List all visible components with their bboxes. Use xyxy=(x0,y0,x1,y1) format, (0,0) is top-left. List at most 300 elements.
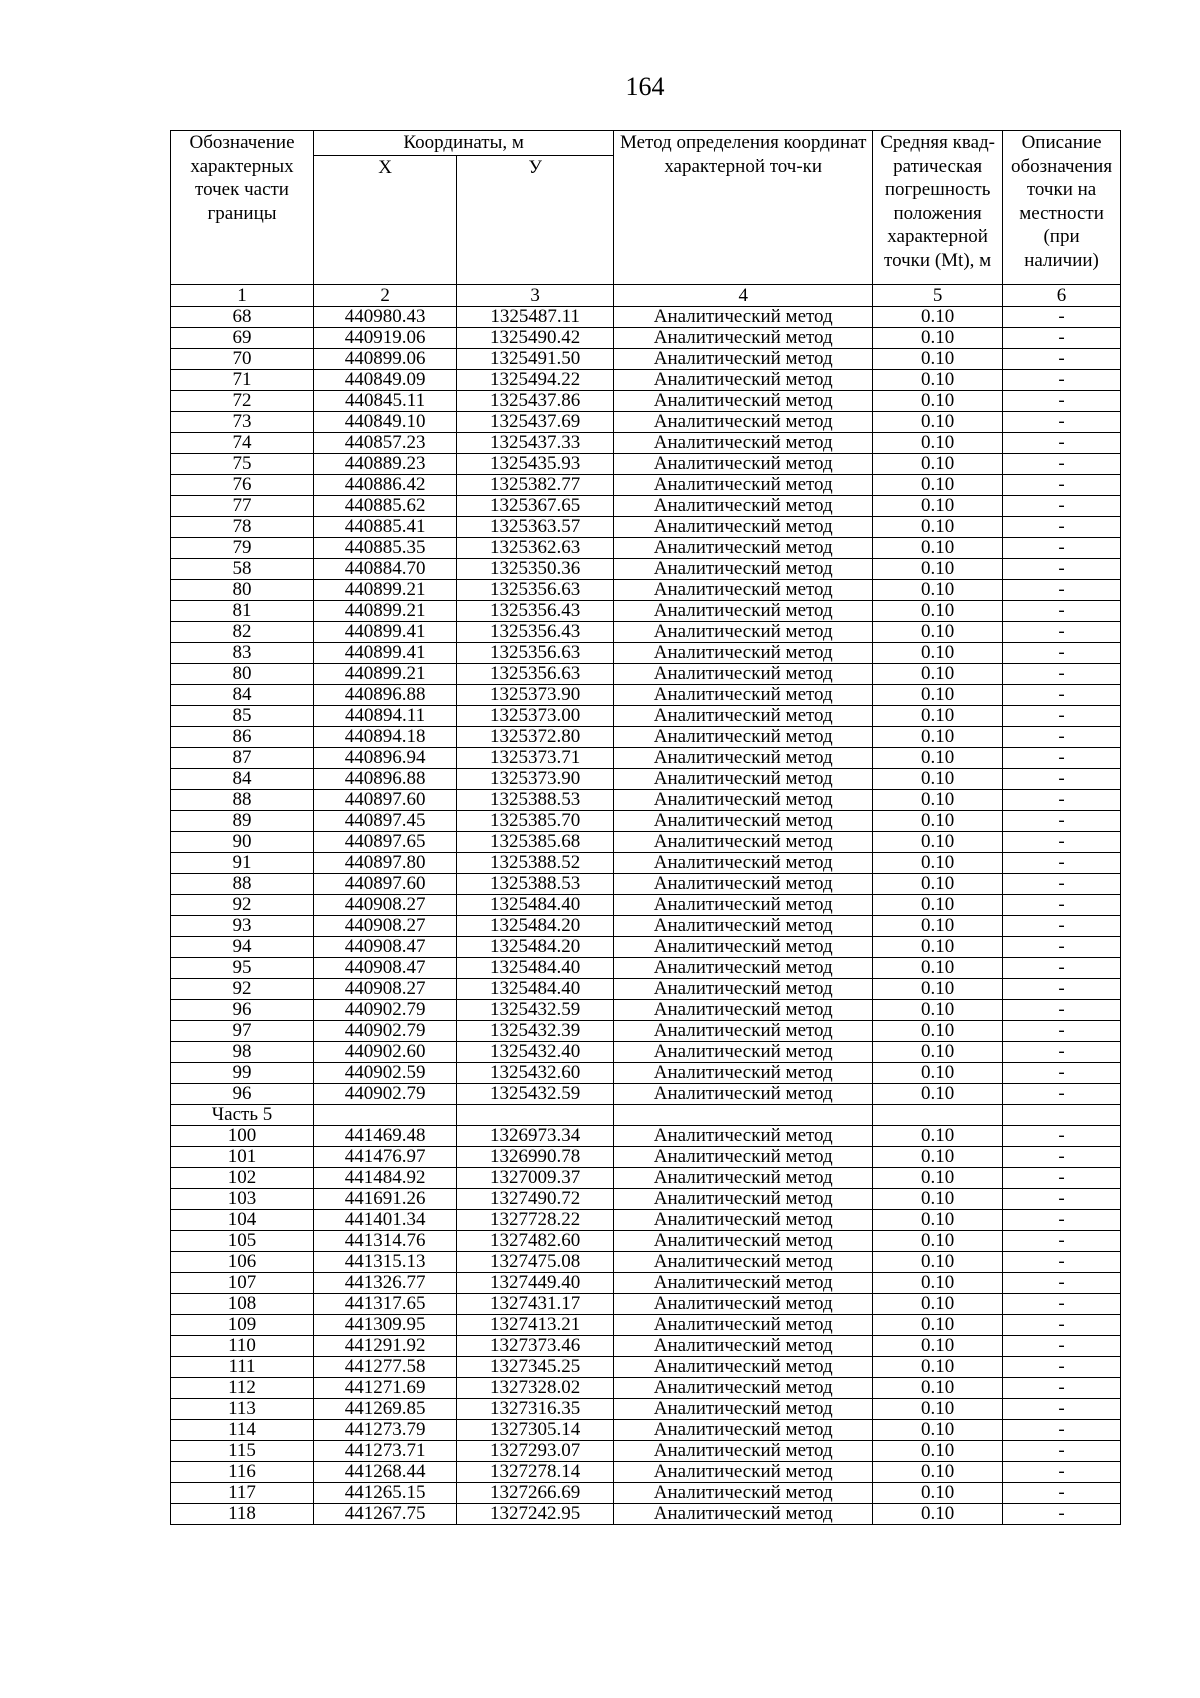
point-number-cell: 90 xyxy=(171,831,314,852)
mean-error-cell: 0.10 xyxy=(873,390,1003,411)
mean-error-cell: 0.10 xyxy=(873,432,1003,453)
coord-x-cell: 441317.65 xyxy=(314,1293,457,1314)
mean-error-cell: 0.10 xyxy=(873,978,1003,999)
mean-error-cell: 0.10 xyxy=(873,558,1003,579)
mean-error-cell: 0.10 xyxy=(873,495,1003,516)
table-row xyxy=(171,432,1121,453)
point-number-cell: 111 xyxy=(171,1356,314,1377)
coord-y-cell: 1325432.60 xyxy=(457,1062,614,1083)
coord-y-cell: 1325363.57 xyxy=(457,516,614,537)
coord-x-cell: 440889.23 xyxy=(314,453,457,474)
coord-y-cell: 1327242.95 xyxy=(457,1503,614,1524)
description-cell: - xyxy=(1003,474,1121,495)
point-number-cell: 98 xyxy=(171,1041,314,1062)
coord-y-cell: 1325435.93 xyxy=(457,453,614,474)
method-cell: Аналитический метод xyxy=(614,1335,873,1356)
table-row xyxy=(171,1503,1121,1524)
table-row xyxy=(171,1146,1121,1167)
table-row xyxy=(171,1020,1121,1041)
coord-x-cell: 441469.48 xyxy=(314,1125,457,1146)
point-number-cell: 113 xyxy=(171,1398,314,1419)
table-row xyxy=(171,726,1121,747)
method-cell: Аналитический метод xyxy=(614,957,873,978)
table-row xyxy=(171,1230,1121,1251)
description-cell: - xyxy=(1003,705,1121,726)
point-number-cell: 108 xyxy=(171,1293,314,1314)
coord-x-cell: 440897.60 xyxy=(314,873,457,894)
table-row xyxy=(171,1062,1121,1083)
mean-error-cell: 0.10 xyxy=(873,579,1003,600)
mean-error-cell: 0.10 xyxy=(873,1251,1003,1272)
coord-x-cell: 441314.76 xyxy=(314,1230,457,1251)
method-cell: Аналитический метод xyxy=(614,1167,873,1188)
table-row xyxy=(171,1482,1121,1503)
mean-error-cell: 0.10 xyxy=(873,327,1003,348)
header-mean-error: Средняя квад-ратическая погрешность положения характерной точки (Мt), м xyxy=(873,131,1003,285)
method-cell: Аналитический метод xyxy=(614,768,873,789)
description-cell: - xyxy=(1003,1398,1121,1419)
method-cell: Аналитический метод xyxy=(614,558,873,579)
point-number-cell: 84 xyxy=(171,768,314,789)
table-row xyxy=(171,411,1121,432)
coord-y-cell: 1327266.69 xyxy=(457,1482,614,1503)
method-cell: Аналитический метод xyxy=(614,411,873,432)
description-cell: - xyxy=(1003,495,1121,516)
description-cell xyxy=(1003,1104,1121,1125)
description-cell: - xyxy=(1003,390,1121,411)
coord-x-cell: 441484.92 xyxy=(314,1167,457,1188)
coord-x-cell: 440902.79 xyxy=(314,1020,457,1041)
point-number-cell: 68 xyxy=(171,306,314,327)
table-row xyxy=(171,1167,1121,1188)
coord-y-cell: 1325490.42 xyxy=(457,327,614,348)
method-cell: Аналитический метод xyxy=(614,936,873,957)
point-number-cell: 94 xyxy=(171,936,314,957)
method-cell: Аналитический метод xyxy=(614,1356,873,1377)
method-cell: Аналитический метод xyxy=(614,390,873,411)
table-row xyxy=(171,327,1121,348)
coord-y-cell: 1325491.50 xyxy=(457,348,614,369)
description-cell: - xyxy=(1003,432,1121,453)
coord-x-cell: 440897.80 xyxy=(314,852,457,873)
method-cell: Аналитический метод xyxy=(614,852,873,873)
table-row xyxy=(171,684,1121,705)
coord-x-cell: 440908.27 xyxy=(314,894,457,915)
table-row xyxy=(171,558,1121,579)
coord-x-cell: 440980.43 xyxy=(314,306,457,327)
method-cell: Аналитический метод xyxy=(614,642,873,663)
table-row xyxy=(171,390,1121,411)
point-number-cell: 101 xyxy=(171,1146,314,1167)
coord-x-cell: 440886.42 xyxy=(314,474,457,495)
description-cell: - xyxy=(1003,1356,1121,1377)
coord-y-cell: 1327009.37 xyxy=(457,1167,614,1188)
coord-y-cell: 1325484.40 xyxy=(457,978,614,999)
coord-x-cell: 440849.09 xyxy=(314,369,457,390)
table-row xyxy=(171,789,1121,810)
method-cell: Аналитический метод xyxy=(614,306,873,327)
method-cell: Аналитический метод xyxy=(614,894,873,915)
description-cell: - xyxy=(1003,537,1121,558)
description-cell: - xyxy=(1003,1062,1121,1083)
table-row xyxy=(171,1314,1121,1335)
point-number-cell: 106 xyxy=(171,1251,314,1272)
description-cell: - xyxy=(1003,936,1121,957)
coord-y-cell: 1325432.40 xyxy=(457,1041,614,1062)
description-cell: - xyxy=(1003,600,1121,621)
table-row xyxy=(171,1251,1121,1272)
method-cell: Аналитический метод xyxy=(614,621,873,642)
method-cell: Аналитический метод xyxy=(614,1083,873,1104)
coord-y-cell: 1327482.60 xyxy=(457,1230,614,1251)
coord-x-cell: 440884.70 xyxy=(314,558,457,579)
coord-x-cell: 441271.69 xyxy=(314,1377,457,1398)
description-cell: - xyxy=(1003,1146,1121,1167)
mean-error-cell: 0.10 xyxy=(873,1335,1003,1356)
mean-error-cell: 0.10 xyxy=(873,1398,1003,1419)
coord-y-cell: 1325388.52 xyxy=(457,852,614,873)
table-row xyxy=(171,1083,1121,1104)
mean-error-cell: 0.10 xyxy=(873,1419,1003,1440)
coord-y-cell: 1325373.90 xyxy=(457,684,614,705)
mean-error-cell: 0.10 xyxy=(873,1146,1003,1167)
mean-error-cell: 0.10 xyxy=(873,1272,1003,1293)
method-cell: Аналитический метод xyxy=(614,474,873,495)
mean-error-cell: 0.10 xyxy=(873,684,1003,705)
page-number: 164 xyxy=(625,72,665,101)
description-cell: - xyxy=(1003,579,1121,600)
header-description: Описание обозначения точки на местности (при наличии) xyxy=(1003,131,1121,285)
point-number-cell: 88 xyxy=(171,873,314,894)
method-cell: Аналитический метод xyxy=(614,1230,873,1251)
coord-y-cell: 1327490.72 xyxy=(457,1188,614,1209)
coord-y-cell: 1325494.22 xyxy=(457,369,614,390)
table-row xyxy=(171,1041,1121,1062)
description-cell: - xyxy=(1003,999,1121,1020)
description-cell: - xyxy=(1003,1041,1121,1062)
point-number-cell: 72 xyxy=(171,390,314,411)
method-cell: Аналитический метод xyxy=(614,495,873,516)
coord-y-cell: 1327305.14 xyxy=(457,1419,614,1440)
mean-error-cell: 0.10 xyxy=(873,789,1003,810)
coord-x-cell: 440908.27 xyxy=(314,915,457,936)
coord-x-cell: 440908.47 xyxy=(314,936,457,957)
mean-error-cell: 0.10 xyxy=(873,894,1003,915)
description-cell: - xyxy=(1003,1251,1121,1272)
coord-x-cell: 440902.59 xyxy=(314,1062,457,1083)
mean-error-cell: 0.10 xyxy=(873,957,1003,978)
description-cell: - xyxy=(1003,831,1121,852)
description-cell: - xyxy=(1003,1482,1121,1503)
method-cell: Аналитический метод xyxy=(614,1461,873,1482)
mean-error-cell: 0.10 xyxy=(873,810,1003,831)
mean-error-cell: 0.10 xyxy=(873,1125,1003,1146)
mean-error-cell: 0.10 xyxy=(873,747,1003,768)
method-cell: Аналитический метод xyxy=(614,1314,873,1335)
mean-error-cell: 0.10 xyxy=(873,642,1003,663)
table-row xyxy=(171,579,1121,600)
table-row xyxy=(171,600,1121,621)
description-cell: - xyxy=(1003,1314,1121,1335)
coord-x-cell: 440885.35 xyxy=(314,537,457,558)
description-cell: - xyxy=(1003,306,1121,327)
description-cell: - xyxy=(1003,1293,1121,1314)
mean-error-cell: 0.10 xyxy=(873,1020,1003,1041)
coord-y-cell: 1327278.14 xyxy=(457,1461,614,1482)
coord-x-cell: 441265.15 xyxy=(314,1482,457,1503)
description-cell: - xyxy=(1003,1335,1121,1356)
coord-y-cell: 1325487.11 xyxy=(457,306,614,327)
table-row xyxy=(171,1293,1121,1314)
point-number-cell: 116 xyxy=(171,1461,314,1482)
table-row xyxy=(171,852,1121,873)
method-cell: Аналитический метод xyxy=(614,831,873,852)
description-cell: - xyxy=(1003,1230,1121,1251)
coord-x-cell: 440896.88 xyxy=(314,768,457,789)
coord-x-cell: 440897.45 xyxy=(314,810,457,831)
description-cell: - xyxy=(1003,852,1121,873)
method-cell xyxy=(614,1104,873,1125)
mean-error-cell: 0.10 xyxy=(873,726,1003,747)
method-cell: Аналитический метод xyxy=(614,663,873,684)
point-number-cell: 84 xyxy=(171,684,314,705)
mean-error-cell: 0.10 xyxy=(873,1167,1003,1188)
description-cell: - xyxy=(1003,894,1121,915)
mean-error-cell: 0.10 xyxy=(873,915,1003,936)
coord-y-cell: 1326973.34 xyxy=(457,1125,614,1146)
method-cell: Аналитический метод xyxy=(614,327,873,348)
column-number: 1 xyxy=(171,284,314,306)
coord-x-cell: 440919.06 xyxy=(314,327,457,348)
point-number-cell: 78 xyxy=(171,516,314,537)
coord-y-cell: 1325388.53 xyxy=(457,873,614,894)
table-row xyxy=(171,957,1121,978)
coord-y-cell: 1325367.65 xyxy=(457,495,614,516)
mean-error-cell: 0.10 xyxy=(873,705,1003,726)
table-row xyxy=(171,1461,1121,1482)
coord-y-cell: 1325484.40 xyxy=(457,957,614,978)
point-number-cell: 71 xyxy=(171,369,314,390)
table-row xyxy=(171,1440,1121,1461)
table-row xyxy=(171,873,1121,894)
description-cell: - xyxy=(1003,915,1121,936)
coord-y-cell: 1327373.46 xyxy=(457,1335,614,1356)
coord-x-cell: 440902.60 xyxy=(314,1041,457,1062)
coord-x-cell: 441269.85 xyxy=(314,1398,457,1419)
description-cell: - xyxy=(1003,1377,1121,1398)
coordinates-table xyxy=(170,130,1121,1525)
table-row xyxy=(171,999,1121,1020)
coord-x-cell: 440845.11 xyxy=(314,390,457,411)
point-number-cell: 77 xyxy=(171,495,314,516)
coord-x-cell: 440894.18 xyxy=(314,726,457,747)
mean-error-cell: 0.10 xyxy=(873,1482,1003,1503)
method-cell: Аналитический метод xyxy=(614,1440,873,1461)
coord-y-cell: 1325356.43 xyxy=(457,600,614,621)
point-number-cell: 89 xyxy=(171,810,314,831)
table-row xyxy=(171,1272,1121,1293)
coord-x-cell: 440899.21 xyxy=(314,579,457,600)
coord-y-cell: 1327413.21 xyxy=(457,1314,614,1335)
description-cell: - xyxy=(1003,558,1121,579)
coord-y-cell: 1327345.25 xyxy=(457,1356,614,1377)
mean-error-cell: 0.10 xyxy=(873,999,1003,1020)
point-number-cell: 114 xyxy=(171,1419,314,1440)
coord-x-cell: 441268.44 xyxy=(314,1461,457,1482)
mean-error-cell: 0.10 xyxy=(873,1440,1003,1461)
mean-error-cell: 0.10 xyxy=(873,1314,1003,1335)
point-number-cell: 99 xyxy=(171,1062,314,1083)
point-number-cell: 58 xyxy=(171,558,314,579)
header-point-designation: Обозначение характерных точек части границы xyxy=(171,131,314,285)
mean-error-cell: 0.10 xyxy=(873,621,1003,642)
mean-error-cell: 0.10 xyxy=(873,369,1003,390)
mean-error-cell: 0.10 xyxy=(873,852,1003,873)
table-row xyxy=(171,894,1121,915)
part-heading-row xyxy=(171,1104,1121,1125)
description-cell: - xyxy=(1003,1167,1121,1188)
table-row xyxy=(171,474,1121,495)
column-number: 2 xyxy=(314,284,457,306)
coord-y-cell: 1325362.63 xyxy=(457,537,614,558)
method-cell: Аналитический метод xyxy=(614,1125,873,1146)
method-cell: Аналитический метод xyxy=(614,1377,873,1398)
coord-y-cell: 1325388.53 xyxy=(457,789,614,810)
coord-y-cell: 1325432.59 xyxy=(457,999,614,1020)
coord-x-cell: 440899.06 xyxy=(314,348,457,369)
mean-error-cell: 0.10 xyxy=(873,306,1003,327)
coord-x-cell: 441267.75 xyxy=(314,1503,457,1524)
description-cell: - xyxy=(1003,873,1121,894)
coord-x-cell: 440885.62 xyxy=(314,495,457,516)
table-row xyxy=(171,915,1121,936)
mean-error-cell: 0.10 xyxy=(873,600,1003,621)
point-number-cell: 74 xyxy=(171,432,314,453)
table-row xyxy=(171,621,1121,642)
point-number-cell: 85 xyxy=(171,705,314,726)
description-cell: - xyxy=(1003,768,1121,789)
method-cell: Аналитический метод xyxy=(614,1041,873,1062)
method-cell: Аналитический метод xyxy=(614,1293,873,1314)
mean-error-cell: 0.10 xyxy=(873,411,1003,432)
point-number-cell: 105 xyxy=(171,1230,314,1251)
mean-error-cell: 0.10 xyxy=(873,516,1003,537)
description-cell: - xyxy=(1003,369,1121,390)
description-cell: - xyxy=(1003,1083,1121,1104)
mean-error-cell: 0.10 xyxy=(873,1188,1003,1209)
point-number-cell: 112 xyxy=(171,1377,314,1398)
coord-x-cell: 440849.10 xyxy=(314,411,457,432)
table-row xyxy=(171,537,1121,558)
coord-x-cell: 440896.94 xyxy=(314,747,457,768)
table-row xyxy=(171,1125,1121,1146)
coord-x-cell: 440899.41 xyxy=(314,621,457,642)
mean-error-cell: 0.10 xyxy=(873,663,1003,684)
column-number: 5 xyxy=(873,284,1003,306)
description-cell: - xyxy=(1003,411,1121,432)
coord-y-cell: 1327449.40 xyxy=(457,1272,614,1293)
mean-error-cell: 0.10 xyxy=(873,348,1003,369)
method-cell: Аналитический метод xyxy=(614,1482,873,1503)
method-cell: Аналитический метод xyxy=(614,1398,873,1419)
header-method: Метод определения координат характерной точ-ки xyxy=(614,131,873,285)
coord-y-cell: 1325437.86 xyxy=(457,390,614,411)
coord-x-cell: 440908.47 xyxy=(314,957,457,978)
description-cell: - xyxy=(1003,789,1121,810)
coord-x-cell: 440885.41 xyxy=(314,516,457,537)
header-row xyxy=(171,131,1121,156)
header-coordinates: Координаты, м xyxy=(314,131,614,156)
column-number-row xyxy=(171,284,1121,306)
point-number-cell: 96 xyxy=(171,999,314,1020)
point-number-cell: 102 xyxy=(171,1167,314,1188)
table-row xyxy=(171,1188,1121,1209)
point-number-cell: 110 xyxy=(171,1335,314,1356)
description-cell: - xyxy=(1003,726,1121,747)
coord-y-cell: 1327316.35 xyxy=(457,1398,614,1419)
method-cell: Аналитический метод xyxy=(614,1188,873,1209)
coord-x-cell: 440899.21 xyxy=(314,600,457,621)
table-row xyxy=(171,810,1121,831)
coord-y-cell: 1325373.71 xyxy=(457,747,614,768)
mean-error-cell: 0.10 xyxy=(873,873,1003,894)
description-cell: - xyxy=(1003,621,1121,642)
table-row xyxy=(171,1209,1121,1230)
method-cell: Аналитический метод xyxy=(614,600,873,621)
coord-x-cell: 440899.21 xyxy=(314,663,457,684)
table-row xyxy=(171,663,1121,684)
mean-error-cell: 0.10 xyxy=(873,1041,1003,1062)
coord-y-cell: 1325356.63 xyxy=(457,663,614,684)
point-number-cell: 95 xyxy=(171,957,314,978)
table-row xyxy=(171,1356,1121,1377)
point-number-cell: 97 xyxy=(171,1020,314,1041)
description-cell: - xyxy=(1003,453,1121,474)
point-number-cell: 103 xyxy=(171,1188,314,1209)
description-cell: - xyxy=(1003,810,1121,831)
description-cell: - xyxy=(1003,684,1121,705)
method-cell: Аналитический метод xyxy=(614,516,873,537)
coord-y-cell: 1325356.43 xyxy=(457,621,614,642)
coord-x-cell: 441277.58 xyxy=(314,1356,457,1377)
coord-x-cell: 440897.60 xyxy=(314,789,457,810)
point-number-cell: 115 xyxy=(171,1440,314,1461)
point-number-cell: 91 xyxy=(171,852,314,873)
mean-error-cell: 0.10 xyxy=(873,1377,1003,1398)
coord-x-cell: 440908.27 xyxy=(314,978,457,999)
table-row xyxy=(171,747,1121,768)
table-row xyxy=(171,978,1121,999)
method-cell: Аналитический метод xyxy=(614,1209,873,1230)
table-row xyxy=(171,831,1121,852)
description-cell: - xyxy=(1003,747,1121,768)
table-row xyxy=(171,516,1121,537)
coord-y-cell: 1325350.36 xyxy=(457,558,614,579)
point-number-cell: Часть 5 xyxy=(171,1104,314,1125)
description-cell: - xyxy=(1003,978,1121,999)
method-cell: Аналитический метод xyxy=(614,873,873,894)
coord-x-cell: 441691.26 xyxy=(314,1188,457,1209)
table-row xyxy=(171,705,1121,726)
description-cell: - xyxy=(1003,1020,1121,1041)
method-cell: Аналитический метод xyxy=(614,810,873,831)
point-number-cell: 88 xyxy=(171,789,314,810)
point-number-cell: 82 xyxy=(171,621,314,642)
mean-error-cell: 0.10 xyxy=(873,1503,1003,1524)
method-cell: Аналитический метод xyxy=(614,705,873,726)
method-cell: Аналитический метод xyxy=(614,537,873,558)
description-cell: - xyxy=(1003,1272,1121,1293)
